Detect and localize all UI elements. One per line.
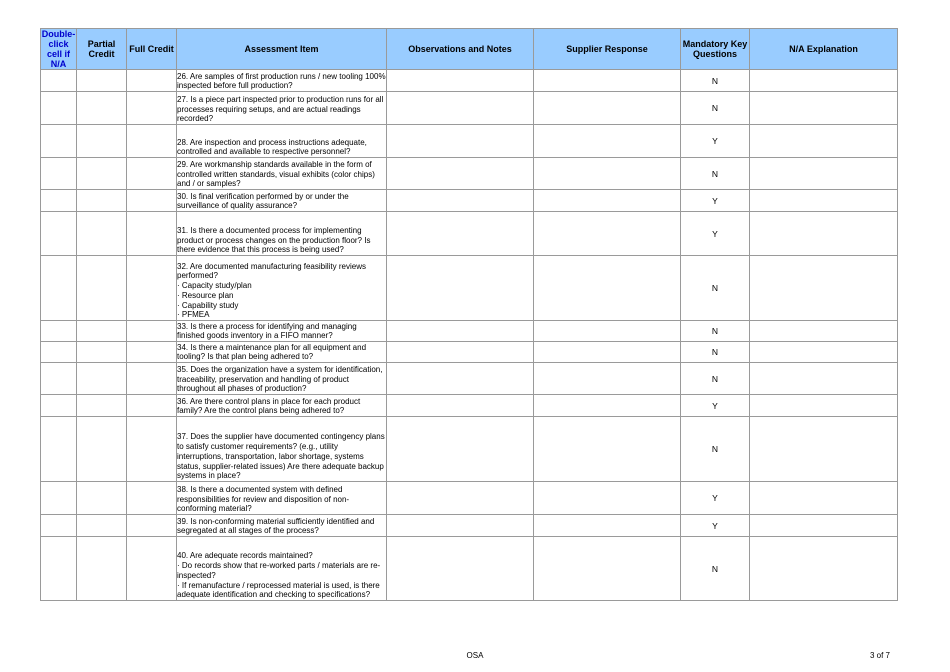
- table-row: [41, 125, 898, 158]
- table-row: [41, 158, 898, 190]
- full-credit-cell[interactable]: [127, 395, 177, 417]
- page-number: 3 of 7: [869, 651, 890, 660]
- assessment-item: 38. Is there a documented system with defined responsibilities for review and disposition of non-conforming material?: [177, 482, 387, 515]
- supplier-response-cell[interactable]: [534, 256, 681, 321]
- na-cell[interactable]: [41, 158, 77, 190]
- partial-credit-cell[interactable]: [77, 70, 127, 92]
- mandatory-value: N: [681, 158, 750, 190]
- observations-cell[interactable]: [387, 395, 534, 417]
- table-row: [41, 70, 898, 92]
- na-cell[interactable]: [41, 125, 77, 158]
- supplier-response-cell[interactable]: [534, 417, 681, 482]
- table-row: [41, 212, 898, 256]
- supplier-response-cell[interactable]: [534, 363, 681, 395]
- header-row: [41, 29, 898, 70]
- na-cell[interactable]: [41, 363, 77, 395]
- na-cell[interactable]: [41, 482, 77, 515]
- assessment-item: 30. Is final verification performed by or under the surveillance of quality assurance?: [177, 190, 387, 212]
- table-row: [41, 395, 898, 417]
- partial-credit-cell[interactable]: [77, 395, 127, 417]
- table-row: [41, 190, 898, 212]
- full-credit-cell[interactable]: [127, 212, 177, 256]
- footer-title: OSA: [466, 651, 484, 660]
- na-cell[interactable]: [41, 212, 77, 256]
- na-explanation-cell[interactable]: [750, 256, 898, 321]
- header-observations: Observations and Notes: [387, 29, 534, 70]
- na-cell[interactable]: [41, 417, 77, 482]
- mandatory-value: Y: [681, 515, 750, 537]
- na-explanation-cell[interactable]: [750, 515, 898, 537]
- full-credit-cell[interactable]: [127, 363, 177, 395]
- header-na-explanation: N/A Explanation: [750, 29, 898, 70]
- observations-cell[interactable]: [387, 158, 534, 190]
- supplier-response-cell[interactable]: [534, 342, 681, 363]
- observations-cell[interactable]: [387, 190, 534, 212]
- header-partial-credit: Partial Credit: [77, 29, 127, 70]
- observations-cell[interactable]: [387, 70, 534, 92]
- mandatory-value: N: [681, 363, 750, 395]
- full-credit-cell[interactable]: [127, 158, 177, 190]
- assessment-item: 39. Is non-conforming material sufficiently identified and segregated at all stages of the process?: [177, 515, 387, 537]
- full-credit-cell[interactable]: [127, 342, 177, 363]
- observations-cell[interactable]: [387, 125, 534, 158]
- header-double-click: Double-click cell if N/A: [41, 29, 76, 69]
- assessment-item: 31. Is there a documented process for implementing product or process changes on the production floor? Is there evidence that this process is being used?: [177, 212, 387, 256]
- na-cell[interactable]: [41, 70, 77, 92]
- supplier-response-cell[interactable]: [534, 395, 681, 417]
- supplier-response-cell[interactable]: [534, 537, 681, 601]
- assessment-item: 28. Are inspection and process instructions adequate, controlled and available to respective personnel?: [177, 125, 387, 158]
- na-explanation-cell[interactable]: [750, 363, 898, 395]
- full-credit-cell[interactable]: [127, 92, 177, 125]
- full-credit-cell[interactable]: [127, 537, 177, 601]
- partial-credit-cell[interactable]: [77, 190, 127, 212]
- assessment-item: 33. Is there a process for identifying and managing finished goods inventory in a FIFO manner?: [177, 321, 387, 342]
- assessment-item: 34. Is there a maintenance plan for all equipment and tooling? Is that plan being adhered to?: [177, 342, 387, 363]
- partial-credit-cell[interactable]: [77, 212, 127, 256]
- partial-credit-cell[interactable]: [77, 537, 127, 601]
- full-credit-cell[interactable]: [127, 70, 177, 92]
- na-cell[interactable]: [41, 342, 77, 363]
- full-credit-cell[interactable]: [127, 482, 177, 515]
- mandatory-value: Y: [681, 395, 750, 417]
- na-explanation-cell[interactable]: [750, 321, 898, 342]
- na-cell[interactable]: [41, 515, 77, 537]
- mandatory-value: N: [681, 537, 750, 601]
- mandatory-value: Y: [681, 212, 750, 256]
- table-row: [41, 537, 898, 601]
- partial-credit-cell[interactable]: [77, 342, 127, 363]
- supplier-response-cell[interactable]: [534, 92, 681, 125]
- supplier-response-cell[interactable]: [534, 482, 681, 515]
- header-supplier-response: Supplier Response: [534, 29, 681, 70]
- header-mandatory: Mandatory Key Questions: [681, 29, 750, 70]
- table-row: [41, 482, 898, 515]
- na-explanation-cell[interactable]: [750, 190, 898, 212]
- assessment-item: 27. Is a piece part inspected prior to production runs for all processes requiring setups, and are actual readings recorded?: [177, 92, 387, 125]
- full-credit-cell[interactable]: [127, 256, 177, 321]
- table-row: [41, 321, 898, 342]
- partial-credit-cell[interactable]: [77, 125, 127, 158]
- full-credit-cell[interactable]: [127, 321, 177, 342]
- mandatory-value: Y: [681, 125, 750, 158]
- na-explanation-cell[interactable]: [750, 342, 898, 363]
- na-explanation-cell[interactable]: [750, 158, 898, 190]
- supplier-response-cell[interactable]: [534, 515, 681, 537]
- observations-cell[interactable]: [387, 256, 534, 321]
- partial-credit-cell[interactable]: [77, 515, 127, 537]
- na-cell[interactable]: [41, 92, 77, 125]
- partial-credit-cell[interactable]: [77, 321, 127, 342]
- supplier-response-cell[interactable]: [534, 321, 681, 342]
- na-explanation-cell[interactable]: [750, 417, 898, 482]
- header-full-credit: Full Credit: [127, 29, 177, 70]
- mandatory-value: N: [681, 342, 750, 363]
- supplier-response-cell[interactable]: [534, 125, 681, 158]
- table-row: [41, 515, 898, 537]
- partial-credit-cell[interactable]: [77, 158, 127, 190]
- assessment-item: 35. Does the organization have a system for identification, traceability, preservation and handling of product throughout all phases of production?: [177, 363, 387, 395]
- partial-credit-cell[interactable]: [77, 363, 127, 395]
- na-explanation-cell[interactable]: [750, 395, 898, 417]
- partial-credit-cell[interactable]: [77, 92, 127, 125]
- assessment-item: 29. Are workmanship standards available in the form of controlled written standards, visual exhibits (color chips) and / or samples?: [177, 158, 387, 190]
- observations-cell[interactable]: [387, 363, 534, 395]
- mandatory-value: Y: [681, 190, 750, 212]
- observations-cell[interactable]: [387, 92, 534, 125]
- header-assessment-item: Assessment Item: [177, 29, 387, 70]
- supplier-response-cell[interactable]: [534, 158, 681, 190]
- table-row: [41, 342, 898, 363]
- observations-cell[interactable]: [387, 482, 534, 515]
- assessment-item: 37. Does the supplier have documented contingency plans to satisfy customer requirements? (e.g., utility interruptions, transportation, labor shortage, systems status, supplier-related issues) Are there adequate backup systems in place?: [177, 417, 387, 482]
- na-explanation-cell[interactable]: [750, 537, 898, 601]
- na-cell[interactable]: [41, 256, 77, 321]
- table-row: [41, 256, 898, 321]
- table-row: [41, 417, 898, 482]
- mandatory-value: N: [681, 92, 750, 125]
- assessment-table: [40, 28, 898, 601]
- mandatory-value: N: [681, 321, 750, 342]
- assessment-item: 26. Are samples of first production runs / new tooling 100% inspected before full production?: [177, 70, 387, 92]
- na-cell[interactable]: [41, 190, 77, 212]
- mandatory-value: Y: [681, 482, 750, 515]
- supplier-response-cell[interactable]: [534, 70, 681, 92]
- assessment-item: 36. Are there control plans in place for each product family? Are the control plans being adhered to?: [177, 395, 387, 417]
- na-explanation-cell[interactable]: [750, 125, 898, 158]
- na-cell[interactable]: [41, 395, 77, 417]
- table-row: [41, 92, 898, 125]
- mandatory-value: N: [681, 70, 750, 92]
- na-explanation-cell[interactable]: [750, 70, 898, 92]
- observations-cell[interactable]: [387, 342, 534, 363]
- na-cell[interactable]: [41, 321, 77, 342]
- full-credit-cell[interactable]: [127, 125, 177, 158]
- na-explanation-cell[interactable]: [750, 92, 898, 125]
- supplier-response-cell[interactable]: [534, 190, 681, 212]
- na-cell[interactable]: [41, 537, 77, 601]
- na-explanation-cell[interactable]: [750, 482, 898, 515]
- na-explanation-cell[interactable]: [750, 212, 898, 256]
- full-credit-cell[interactable]: [127, 515, 177, 537]
- observations-cell[interactable]: [387, 212, 534, 256]
- partial-credit-cell[interactable]: [77, 256, 127, 321]
- observations-cell[interactable]: [387, 417, 534, 482]
- mandatory-value: N: [681, 256, 750, 321]
- mandatory-value: N: [681, 417, 750, 482]
- assessment-item: 32. Are documented manufacturing feasibility reviews performed? · Capacity study/plan · Resource plan · Capability study · PFMEA: [177, 256, 387, 321]
- observations-cell[interactable]: [387, 537, 534, 601]
- observations-cell[interactable]: [387, 515, 534, 537]
- full-credit-cell[interactable]: [127, 417, 177, 482]
- assessment-item: 40. Are adequate records maintained? · Do records show that re-worked parts / materials are re-inspected? · If remanufacture / reprocessed material is used, is there adequate identification and checking to specifications?: [177, 537, 387, 601]
- partial-credit-cell[interactable]: [77, 417, 127, 482]
- partial-credit-cell[interactable]: [77, 482, 127, 515]
- observations-cell[interactable]: [387, 321, 534, 342]
- full-credit-cell[interactable]: [127, 190, 177, 212]
- table-row: [41, 363, 898, 395]
- supplier-response-cell[interactable]: [534, 212, 681, 256]
